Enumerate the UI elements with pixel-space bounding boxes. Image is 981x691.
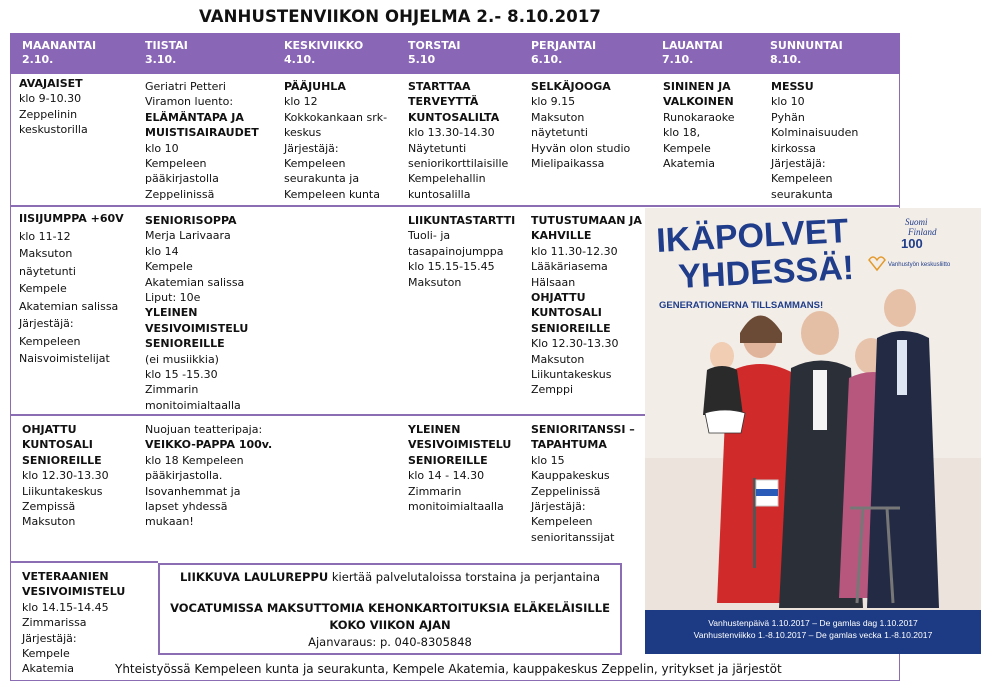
event-fri-1: SELKÄJOOGA klo 9.15 Maksuton näytetunti Hyvän olon studio Mielipaikassa <box>531 80 631 171</box>
event-mon-4: VETERAANIEN VESIVOIMISTELU klo 14.15-14.45 Zimmarissa Järjestäjä: Kempele Akatemia <box>22 570 126 676</box>
day-header-wednesday: KESKIVIIKKO 4.10. <box>284 39 364 66</box>
day-header-sunday: SUNNUNTAI 8.10. <box>770 39 843 66</box>
poster-image <box>645 208 981 654</box>
schedule-header <box>10 33 900 74</box>
event-mon-3: OHJATTU KUNTOSALI SENIOREILLE klo 12.30-13.30 Liikuntakeskus Zempissä Maksuton <box>22 423 109 529</box>
row-divider <box>10 205 900 207</box>
poster-headline-1: IKÄPOLVET <box>655 211 850 260</box>
poster-headline-2: YHDESSÄ! <box>677 248 855 296</box>
info-line-2: VOCATUMISSA MAKSUTTOMIA KEHONKARTOITUKSIA ELÄKELÄISILLE <box>170 601 610 615</box>
poster-caption-1: Vanhustenpäivä 1.10.2017 – De gamlas dag 1.10.2017 <box>708 618 918 628</box>
event-tue-1: Geriatri Petteri Viramon luento: ELÄMÄNTAPA JA MUISTISAIRAUDET klo 10 Kempeleen pääkirjastolla Zeppelinissä <box>145 80 259 201</box>
row-divider <box>10 561 158 563</box>
day-header-friday: PERJANTAI 6.10. <box>531 39 597 66</box>
svg-text:Suomi: Suomi <box>905 217 928 227</box>
poster-subline: GENERATIONERNA TILLSAMMANS! <box>659 300 824 311</box>
event-thu-3: YLEINEN VESIVOIMISTELU SENIOREILLE klo 14 - 14.30 Zimmarin monitoimialtaalla <box>408 423 512 514</box>
event-sat-1: SININEN JA VALKOINEN Runokaraoke klo 18, Kempele Akatemia <box>663 80 735 171</box>
svg-text:Finland: Finland <box>908 227 937 237</box>
event-tue-2: SENIORISOPPA Merja Larivaara klo 14 Kempele Akatemian salissa Liput: 10e YLEINEN VESIVOIMISTELU SENIOREILLE (ei musiikkia) klo 15 -15.30 Zimmarin monitoimialtaalla <box>145 214 249 412</box>
event-fri-3: SENIORITANSSI – TAPAHTUMA klo 15 Kauppakeskus Zeppelinissä Järjestäjä: Kempeleen senioritanssijat <box>531 423 635 544</box>
info-line-3: KOKO VIIKON AJAN <box>329 618 451 632</box>
event-tue-3: Nuojuan teatteripaja: VEIKKO-PAPPA 100v. klo 18 Kempeleen pääkirjastolla. Isovanhemmat ja lapset yhdessä mukaan! <box>145 423 273 529</box>
day-header-monday: MAANANTAI 2.10. <box>22 39 97 66</box>
info-line-4: Ajanvaraus: p. 040-8305848 <box>308 635 472 649</box>
event-thu-2: LIIKUNTASTARTTI Tuoli- ja tasapainojumppa klo 15.15-15.45 Maksuton <box>408 214 516 289</box>
day-header-saturday: LAUANTAI 7.10. <box>662 39 723 66</box>
footer-text: Yhteistyössä Kempeleen kunta ja seurakunta, Kempele Akatemia, kauppakeskus Zeppelin, yritykset ja järjestöt <box>115 662 782 676</box>
event-thu-1: STARTTAA TERVEYTTÄ KUNTOSALILTA klo 13.30-14.30 Näytetunti seniorikorttilaisille Kempelehallin kuntosalilla <box>408 80 509 201</box>
page-title: VANHUSTENVIIKON OHJELMA 2.- 8.10.2017 <box>199 7 601 26</box>
event-mon-2: IISIJUMPPA +60V klo 11-12 Maksuton näytetunti Kempele Akatemian salissa Järjestäjä: Kempeleen Naisvoimistelijat <box>19 212 124 365</box>
day-header-thursday: TORSTAI 5.10 <box>408 39 461 66</box>
svg-text:Vanhustyön keskusliitto: Vanhustyön keskusliitto <box>888 262 951 268</box>
poster-caption-2: Vanhustenviikko 1.-8.10.2017 – De gamlas vecka 1.-8.10.2017 <box>693 630 933 640</box>
event-mon-1: AVAJAISET klo 9-10.30 Zeppelinin keskustorilla <box>19 77 88 137</box>
info-box <box>158 563 622 655</box>
event-sun-1: MESSU klo 10 Pyhän Kolminaisuuden kirkossa Järjestäjä: Kempeleen seurakunta <box>771 80 859 201</box>
event-wed-1: PÄÄJUHLA klo 12 Kokkokankaan srk- keskus Järjestäjä: Kempeleen seurakunta ja Kempeleen kunta <box>284 80 388 201</box>
day-header-tuesday: TIISTAI 3.10. <box>145 39 188 66</box>
info-line-1: LIIKKUVA LAULUREPPU kiertää palvelutaloissa torstaina ja perjantaina <box>179 570 601 584</box>
svg-text:100: 100 <box>901 236 923 251</box>
event-fri-2: TUTUSTUMAAN JA KAHVILLE klo 11.30-12.30 Lääkäriasema Hälsaan OHJATTU KUNTOSALI SENIOREILLE Klo 12.30-13.30 Maksuton Liikuntakeskus Zemppi <box>531 214 642 397</box>
